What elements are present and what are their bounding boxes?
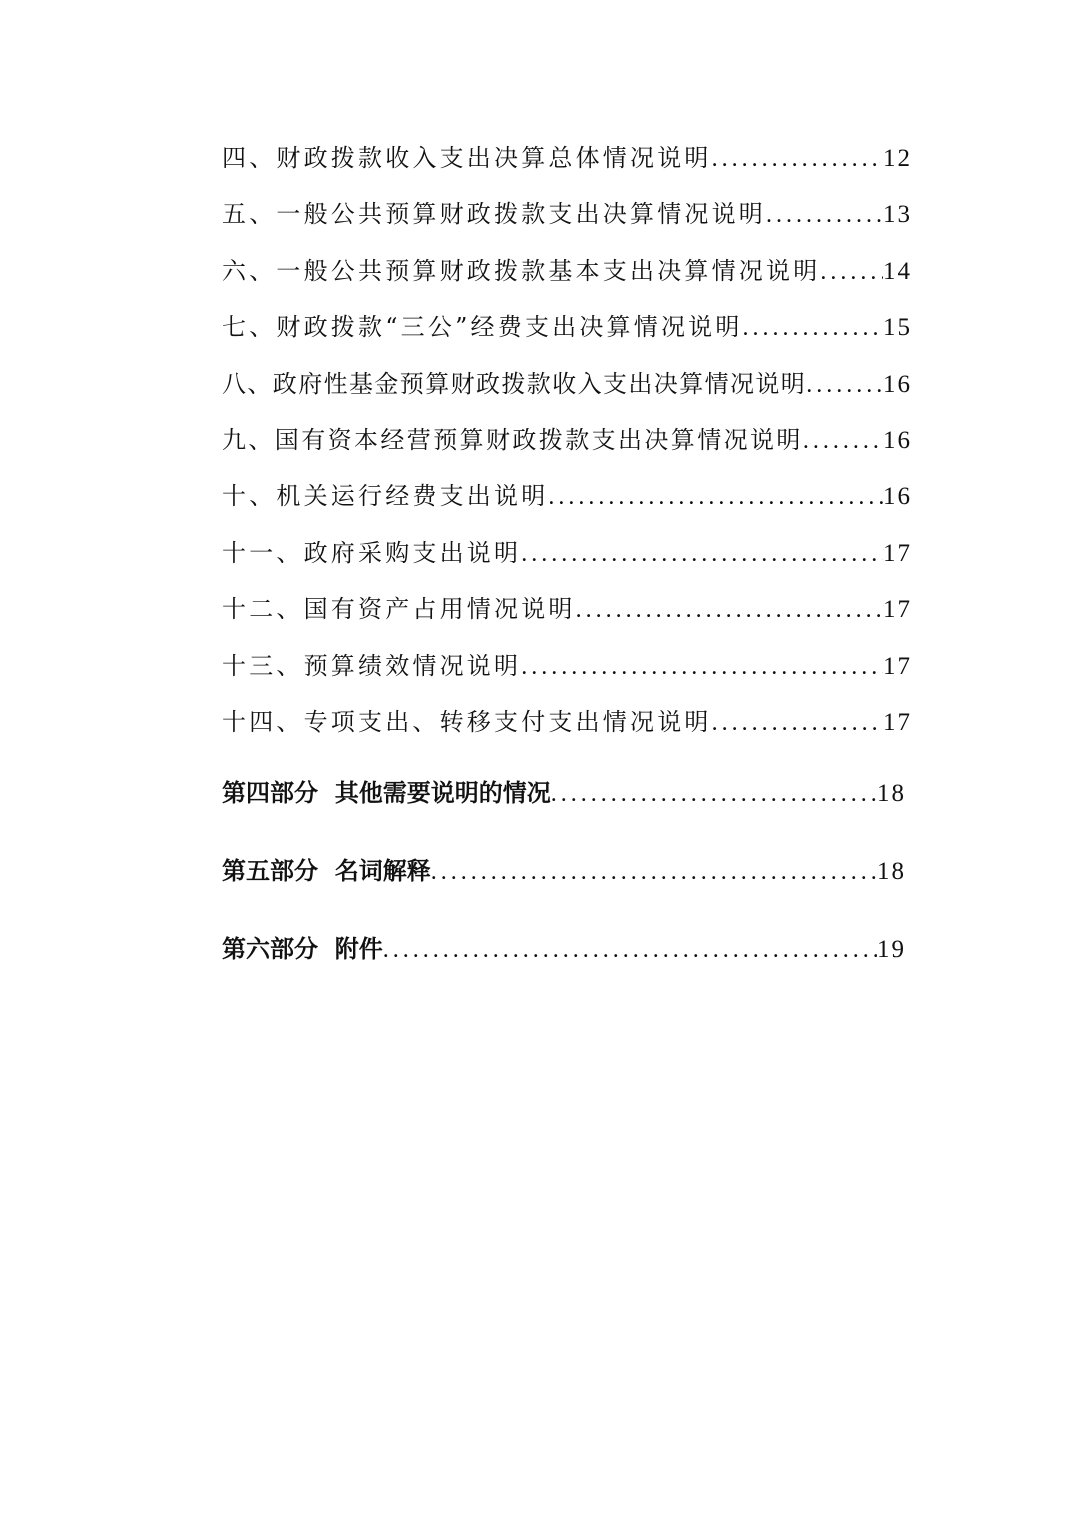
toc-entry-part-6[interactable] [222,910,906,988]
toc-entry-section-4[interactable] [222,130,912,186]
toc-part-page: 18 [877,858,906,886]
toc-entry-part-4[interactable] [222,754,906,832]
toc-entry-label: 十一、政府采购支出说明 [222,538,522,567]
dot-leader [521,639,883,694]
toc-entry-page: 17 [883,652,912,680]
toc-entry-label: 十、机关运行经费支出说明 [222,482,549,511]
toc-entry-page: 17 [883,539,912,567]
dot-leader [383,911,877,988]
toc-entry-section-7[interactable] [222,299,912,355]
toc-entry-section-13[interactable] [222,638,912,694]
table-of-contents [222,130,912,988]
toc-entry-page: 16 [883,370,912,398]
dot-leader [743,300,883,355]
toc-entry-section-5[interactable] [222,186,912,242]
toc-entry-label: 七、财政拨款“三公”经费支出决算情况说明 [222,313,743,342]
toc-entry-label: 四、财政拨款收入支出决算总体情况说明 [222,144,712,172]
toc-entry-label: 十四、专项支出、转移支付支出情况说明 [222,707,712,736]
toc-entry-page: 17 [883,596,912,624]
dot-leader [548,469,883,524]
dot-leader [806,357,883,412]
toc-entry-label: 十三、预算绩效情况说明 [222,651,522,680]
dot-leader [712,131,883,186]
dot-leader [521,526,883,581]
toc-entry-page: 15 [883,314,912,342]
dot-leader [712,695,883,750]
toc-entry-section-11[interactable] [222,525,912,581]
toc-entry-part-5[interactable] [222,832,906,910]
toc-entry-page: 14 [883,257,912,285]
toc-entry-label: 九、国有资本经营预算财政拨款支出决算情况说明 [222,425,803,454]
toc-entry-section-12[interactable] [222,581,912,637]
toc-part-page: 19 [877,936,906,964]
toc-part-label: 第四部分 其他需要说明的情况 [222,779,551,808]
toc-entry-label: 八、政府性基金预算财政拨款收入支出决算情况说明 [222,369,807,398]
toc-part-label: 第五部分 名词解释 [222,857,431,886]
toc-entry-label: 六、一般公共预算财政拨款基本支出决算情况说明 [222,256,821,285]
toc-entry-section-14[interactable] [222,694,912,750]
toc-entry-section-9[interactable] [222,412,912,468]
toc-entry-section-8[interactable] [222,356,912,412]
dot-leader [766,187,883,242]
toc-entry-page: 16 [883,426,912,454]
toc-entry-page: 13 [883,201,912,229]
toc-entry-section-10[interactable] [222,468,912,524]
toc-entry-label: 五、一般公共预算财政拨款支出决算情况说明 [222,200,766,229]
dot-leader [803,413,883,468]
toc-entry-page: 16 [883,483,912,511]
dot-leader [820,244,883,299]
toc-entry-page: 17 [883,708,912,736]
toc-entry-page: 12 [883,145,912,172]
toc-part-label: 第六部分 附件 [222,935,383,964]
toc-entry-label: 十二、国有资产占用情况说明 [222,595,576,624]
toc-entry-section-6[interactable] [222,243,912,299]
dot-leader [551,755,877,832]
toc-part-page: 18 [877,780,906,808]
dot-leader [576,582,883,637]
dot-leader [431,833,877,910]
